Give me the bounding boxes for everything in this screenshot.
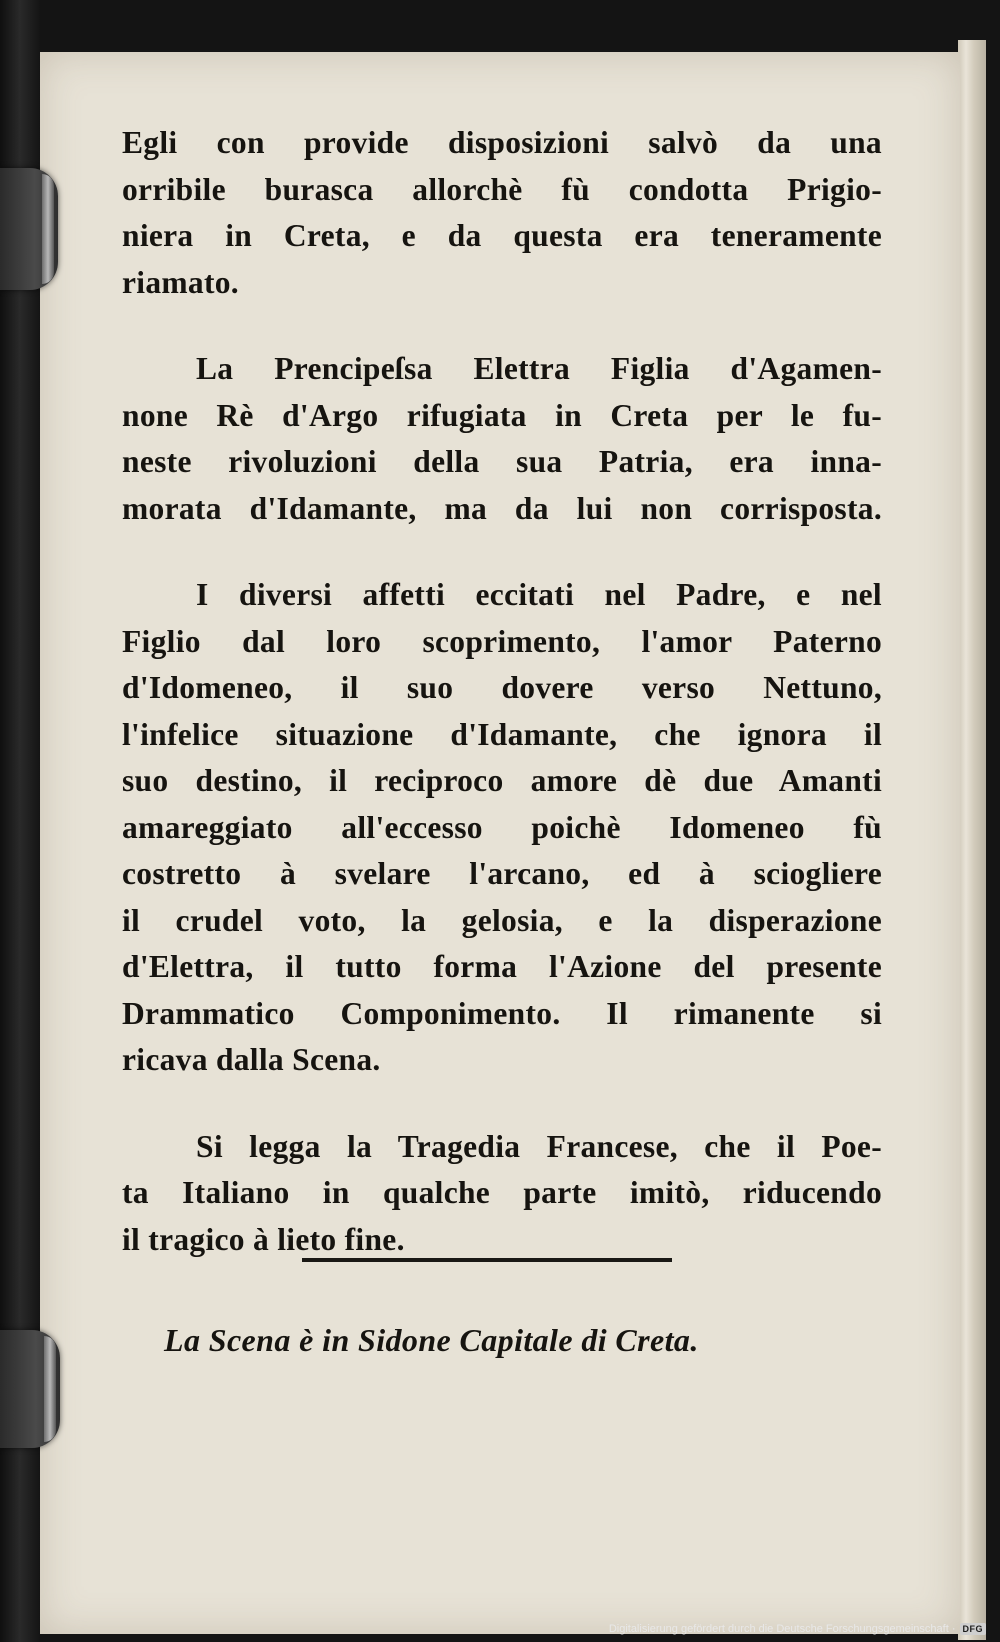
text-line: morata d'Idamante, ma da lui non corrisposta.: [122, 490, 882, 526]
text-line: d'Elettra, il tutto forma l'Azione del presente: [122, 949, 882, 984]
text-line: d'Idomeneo, il suo dovere verso Nettuno,: [122, 670, 882, 705]
scene-location-line: La Scena è in Sidone Capitale di Creta.: [164, 1322, 699, 1358]
digitization-credit: [609, 1618, 986, 1640]
text-line: Egli con provide disposizioni salvò da una: [122, 125, 882, 160]
page-clamp-top: [0, 168, 58, 290]
dfg-logo: DFG: [960, 1623, 987, 1635]
text-line: ricava dalla Scena.: [122, 1042, 381, 1077]
text-line: suo destino, il reciproco amore dè due Amanti: [122, 763, 882, 798]
paragraph-4: [122, 1124, 882, 1264]
text-line: amareggiato all'eccesso poichè Idomeneo fù: [122, 809, 882, 845]
text-line: neste rivoluzioni della sua Patria, era inna-: [122, 444, 882, 479]
text-line: none Rè d'Argo rifugiata in Creta per le fu-: [122, 397, 882, 433]
credit-text: Digitalisierung gefördert durch die Deutsche Forschungsgemeinschaft ·: [608, 1623, 956, 1635]
text-line: il crudel voto, la gelosia, e la disperazione: [122, 902, 882, 938]
page-clamp-bottom: [0, 1330, 60, 1448]
text-line: La Prencipeſsa Elettra Figlia d'Agamen-: [196, 351, 882, 386]
text-line: niera in Creta, e da questa era teneramente: [122, 218, 882, 253]
text-line: l'infelice situazione d'Idamante, che ignora il: [122, 716, 882, 752]
text-line: Si legga la Tragedia Francese, che il Poe-: [196, 1128, 882, 1164]
text-line: ta Italiano in qualche parte imitò, riducendo: [122, 1175, 882, 1210]
text-line: Figlio dal loro scoprimento, l'amor Paterno: [122, 623, 882, 659]
section-divider-rule: [302, 1258, 672, 1262]
body-text: [122, 120, 882, 1303]
text-line: Drammatico Componimento. Il rimanente si: [122, 995, 882, 1031]
text-line: costretto à svelare l'arcano, ed à sciogliere: [122, 856, 882, 891]
text-line: riamato.: [122, 264, 239, 300]
text-line: orribile burasca allorchè fù condotta Prigio-: [122, 171, 882, 207]
next-page-edge: [958, 40, 986, 1640]
text-line: I diversi affetti eccitati nel Padre, e nel: [196, 577, 882, 612]
paragraph-1: [122, 120, 882, 306]
text-line: il tragico à lieto fine.: [122, 1221, 405, 1257]
paragraph-2: [122, 346, 882, 532]
paragraph-3: [122, 572, 882, 1084]
